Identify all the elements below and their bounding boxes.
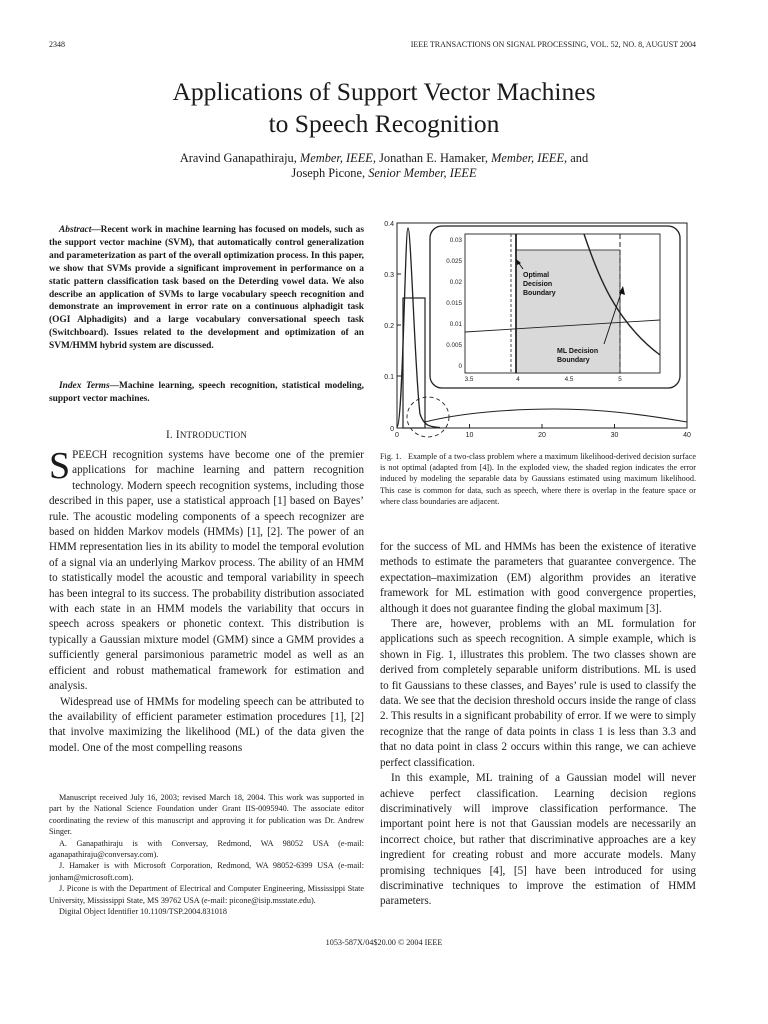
optimal-label-line3: Boundary	[523, 290, 556, 297]
column-2-body	[380, 540, 696, 910]
main-x-tick-label: 30	[610, 432, 619, 439]
abstract-text: —Recent work in machine learning has focused on models, such as the support vector machine (SVM), that automatically control generalization and parameterization as part of the overall optimization process. In this paper, we show that SVMs provide a significant improvement in performance on a static pattern classification task based on the Deterding vowel data. We also describe an application of SVMs to large vocabulary speech recognition and demonstrate an improvement in error rate on a continuous alphadigit task (OGI Alphadigits) and a large vocabulary conversational speech task (Switchboard). Issues related to the development and optimization of an SVM/HMM hybrid system are discussed.	[49, 225, 364, 352]
author-1: Aravind Ganapathiraju,	[179, 151, 297, 165]
inset-y-tick-label: 0.03	[449, 237, 462, 244]
index-terms-text: —Machine learning, speech recognition, statistical modeling, support vector machines.	[49, 381, 364, 404]
ml-label-line1: ML Decision	[557, 348, 599, 355]
caption-text: Example of a two-class problem where a maximum likelihood-derived decision surface is not optimal (adapted from [4]). In the exploded view, the shaded region indicates the error induced by modeling the separable data by Gaussians estimated using maximum likelihood. This case is common for data, such as speech, where there is overlap in the feature space or where class boundaries are adjacent.	[380, 452, 697, 506]
main-x-tick-label: 40	[683, 432, 691, 439]
footnote-author-2: J. Hamaker is with Microsoft Corporation, Redmond, WA 98052-6399 USA (e-mail: jonham@microsoft.com).	[49, 861, 364, 882]
author-3: Joseph Picone,	[291, 166, 366, 180]
section-heading	[49, 429, 364, 441]
running-header: IEEE TRANSACTIONS ON SIGNAL PROCESSING, VOL. 52, NO. 8, AUGUST 2004	[410, 40, 696, 49]
main-y-tick-label: 0.4	[384, 221, 394, 228]
zoom-region-circle	[407, 397, 449, 437]
abstract	[49, 224, 364, 353]
section-initial: I	[175, 429, 180, 441]
page-number: 2348	[49, 40, 65, 49]
index-terms	[49, 380, 364, 406]
inset-y-tick-label: 0	[458, 363, 462, 370]
title-line-2: to Speech Recognition	[268, 109, 500, 138]
col2-paragraph-2: There are, however, problems with an ML formulation for applications such as speech recognition. A simple example, which is shown in Fig. 1, illustrates this problem. The two classes shown are derived from completely separable uniform distributions. ML is used to fit Gaussians to these classes, and Bayes’ rule is used to classify the data. We see that the decision threshold occurs inside the range of class 2. This results in a significant probability of error. If we were to simply recognize that the range of data points in class 1 is less than 3.3 and that no data point in class 2 occurs within this range, we can achieve perfect classification.	[380, 618, 696, 769]
author-3-role: Senior Member, IEEE	[368, 166, 477, 180]
section-numeral: I.	[165, 429, 173, 441]
abstract-label: Abstract	[59, 225, 92, 235]
inset-x-tick-label: 4.5	[564, 376, 574, 383]
inset-x-tick-label: 3.5	[464, 376, 474, 383]
footnote-manuscript: Manuscript received July 16, 2003; revised March 18, 2004. This work was supported in part by the National Science Foundation under Grant IIS-0095940. The associate editor coordinating the review of this manuscript and approving it for publication was Dr. Andrew Singer.	[49, 793, 364, 837]
inset-y-tick-label: 0.015	[446, 300, 462, 307]
class2-gaussian-curve	[425, 409, 687, 422]
optimal-label-line1: Optimal	[523, 272, 550, 279]
author-1-role: Member, IEEE,	[299, 151, 376, 165]
inset-x-tick-label: 5	[618, 376, 622, 383]
inset-x-tick-label: 4	[516, 376, 520, 383]
inset-y-tick-label: 0.025	[446, 258, 462, 265]
col2-paragraph-3: In this example, ML training of a Gaussian model will never achieve perfect classification. Learning decision regions discriminatively will improve classification performance. The important point here is not that Gaussian models are necessarily an incorrect choice, but rather that discriminative approaches are a key ingredient for creating robust and more accurate models. Many promising techniques [4], [5] have been introduced for using discriminative techniques to improve the estimation of HMM parameters.	[380, 772, 696, 908]
author-2: Jonathan E. Hamaker,	[379, 151, 488, 165]
main-x-tick-label: 0	[395, 432, 399, 439]
intro-paragraph-1-text: PEECH recognition systems have become one of the premier applications for machine learning and pattern recognition technology. Modern speech recognition systems, including those described in this paper, use a statistical approach [1] based on Bayes’ rule. The acoustic modeling components of a speech recognizer are based on hidden Markov models (HMMs) [1], [2]. The power of an HMM representation lies in its ability to model the temporal evolution of a signal via an underlying Markov process. The ability of an HMM to statistically model the acoustic and temporal variability in speech has been integral to its success. The probability distribution associated with each state in an HMM models the variability that occurs in speech across speakers or phonetic context. This distribution is typically a Gaussian mixture model (GMM) since a GMM provides a sufficiently general parsimonious parametric model as well as an efficient and robust mathematical framework for estimation and analysis.	[49, 449, 364, 693]
col2-paragraph-1: for the success of ML and HMMs has been the existence of iterative methods to estimate the parameters that guarantee convergence. The expectation–maximization (EM) algorithm provides an iterative framework for ML estimation with good convergence properties, although it does not guarantee finding the global maximum [3].	[380, 541, 696, 615]
copyright-footer: 1053-587X/04$20.00 © 2004 IEEE	[325, 938, 443, 947]
inset-y-tick-label: 0.005	[446, 342, 462, 349]
section-title-rest: NTRODUCTION	[179, 430, 248, 440]
author-list	[0, 151, 768, 181]
footnote-doi: Digital Object Identifier 10.1109/TSP.2004.831018	[59, 907, 227, 917]
footnote-author-1: A. Ganapathiraju is with Conversay, Redmond, WA 98052 USA (e-mail: aganapathiraju@conversay.com).	[49, 838, 364, 860]
main-x-tick-label: 20	[538, 432, 546, 439]
optimal-label-line2: Decision	[523, 281, 553, 288]
inset-y-tick-label: 0.01	[449, 321, 462, 328]
intro-paragraph-1	[49, 445, 364, 695]
main-x-tick-label: 10	[465, 432, 474, 439]
main-y-tick-label: 0.1	[384, 374, 394, 381]
title-line-1: Applications of Support Vector Machines	[172, 77, 596, 106]
author-2-role: Member, IEEE,	[491, 151, 568, 165]
figure-caption	[380, 451, 696, 507]
paper-title	[0, 76, 768, 140]
footnote-author-3: J. Picone is with the Department of Electrical and Computer Engineering, Mississippi State University, Mississippi State, MS 39762 USA (e-mail: picone@isip.msstate.edu).	[49, 884, 364, 905]
figure-1-chart	[370, 214, 700, 446]
main-y-tick-label: 0.3	[384, 272, 394, 279]
drop-cap: S	[49, 445, 71, 487]
caption-label: Fig. 1.	[380, 452, 402, 461]
footnotes	[49, 792, 364, 917]
intro-body	[49, 445, 364, 756]
intro-paragraph-2: Widespread use of HMMs for modeling speech can be attributed to the availability of efficient parameter estimation procedures [1], [2] that involve maximizing the likelihood (ML) of the data given the model. One of the most compelling reasons	[49, 695, 364, 754]
ml-label-line2: Boundary	[557, 357, 590, 364]
index-terms-label: Index Terms	[59, 381, 110, 391]
main-y-tick-label: 0	[390, 426, 394, 433]
author-conjunction: and	[570, 151, 589, 165]
inset-y-tick-label: 0.02	[449, 279, 462, 286]
main-y-tick-label: 0.2	[384, 323, 394, 330]
